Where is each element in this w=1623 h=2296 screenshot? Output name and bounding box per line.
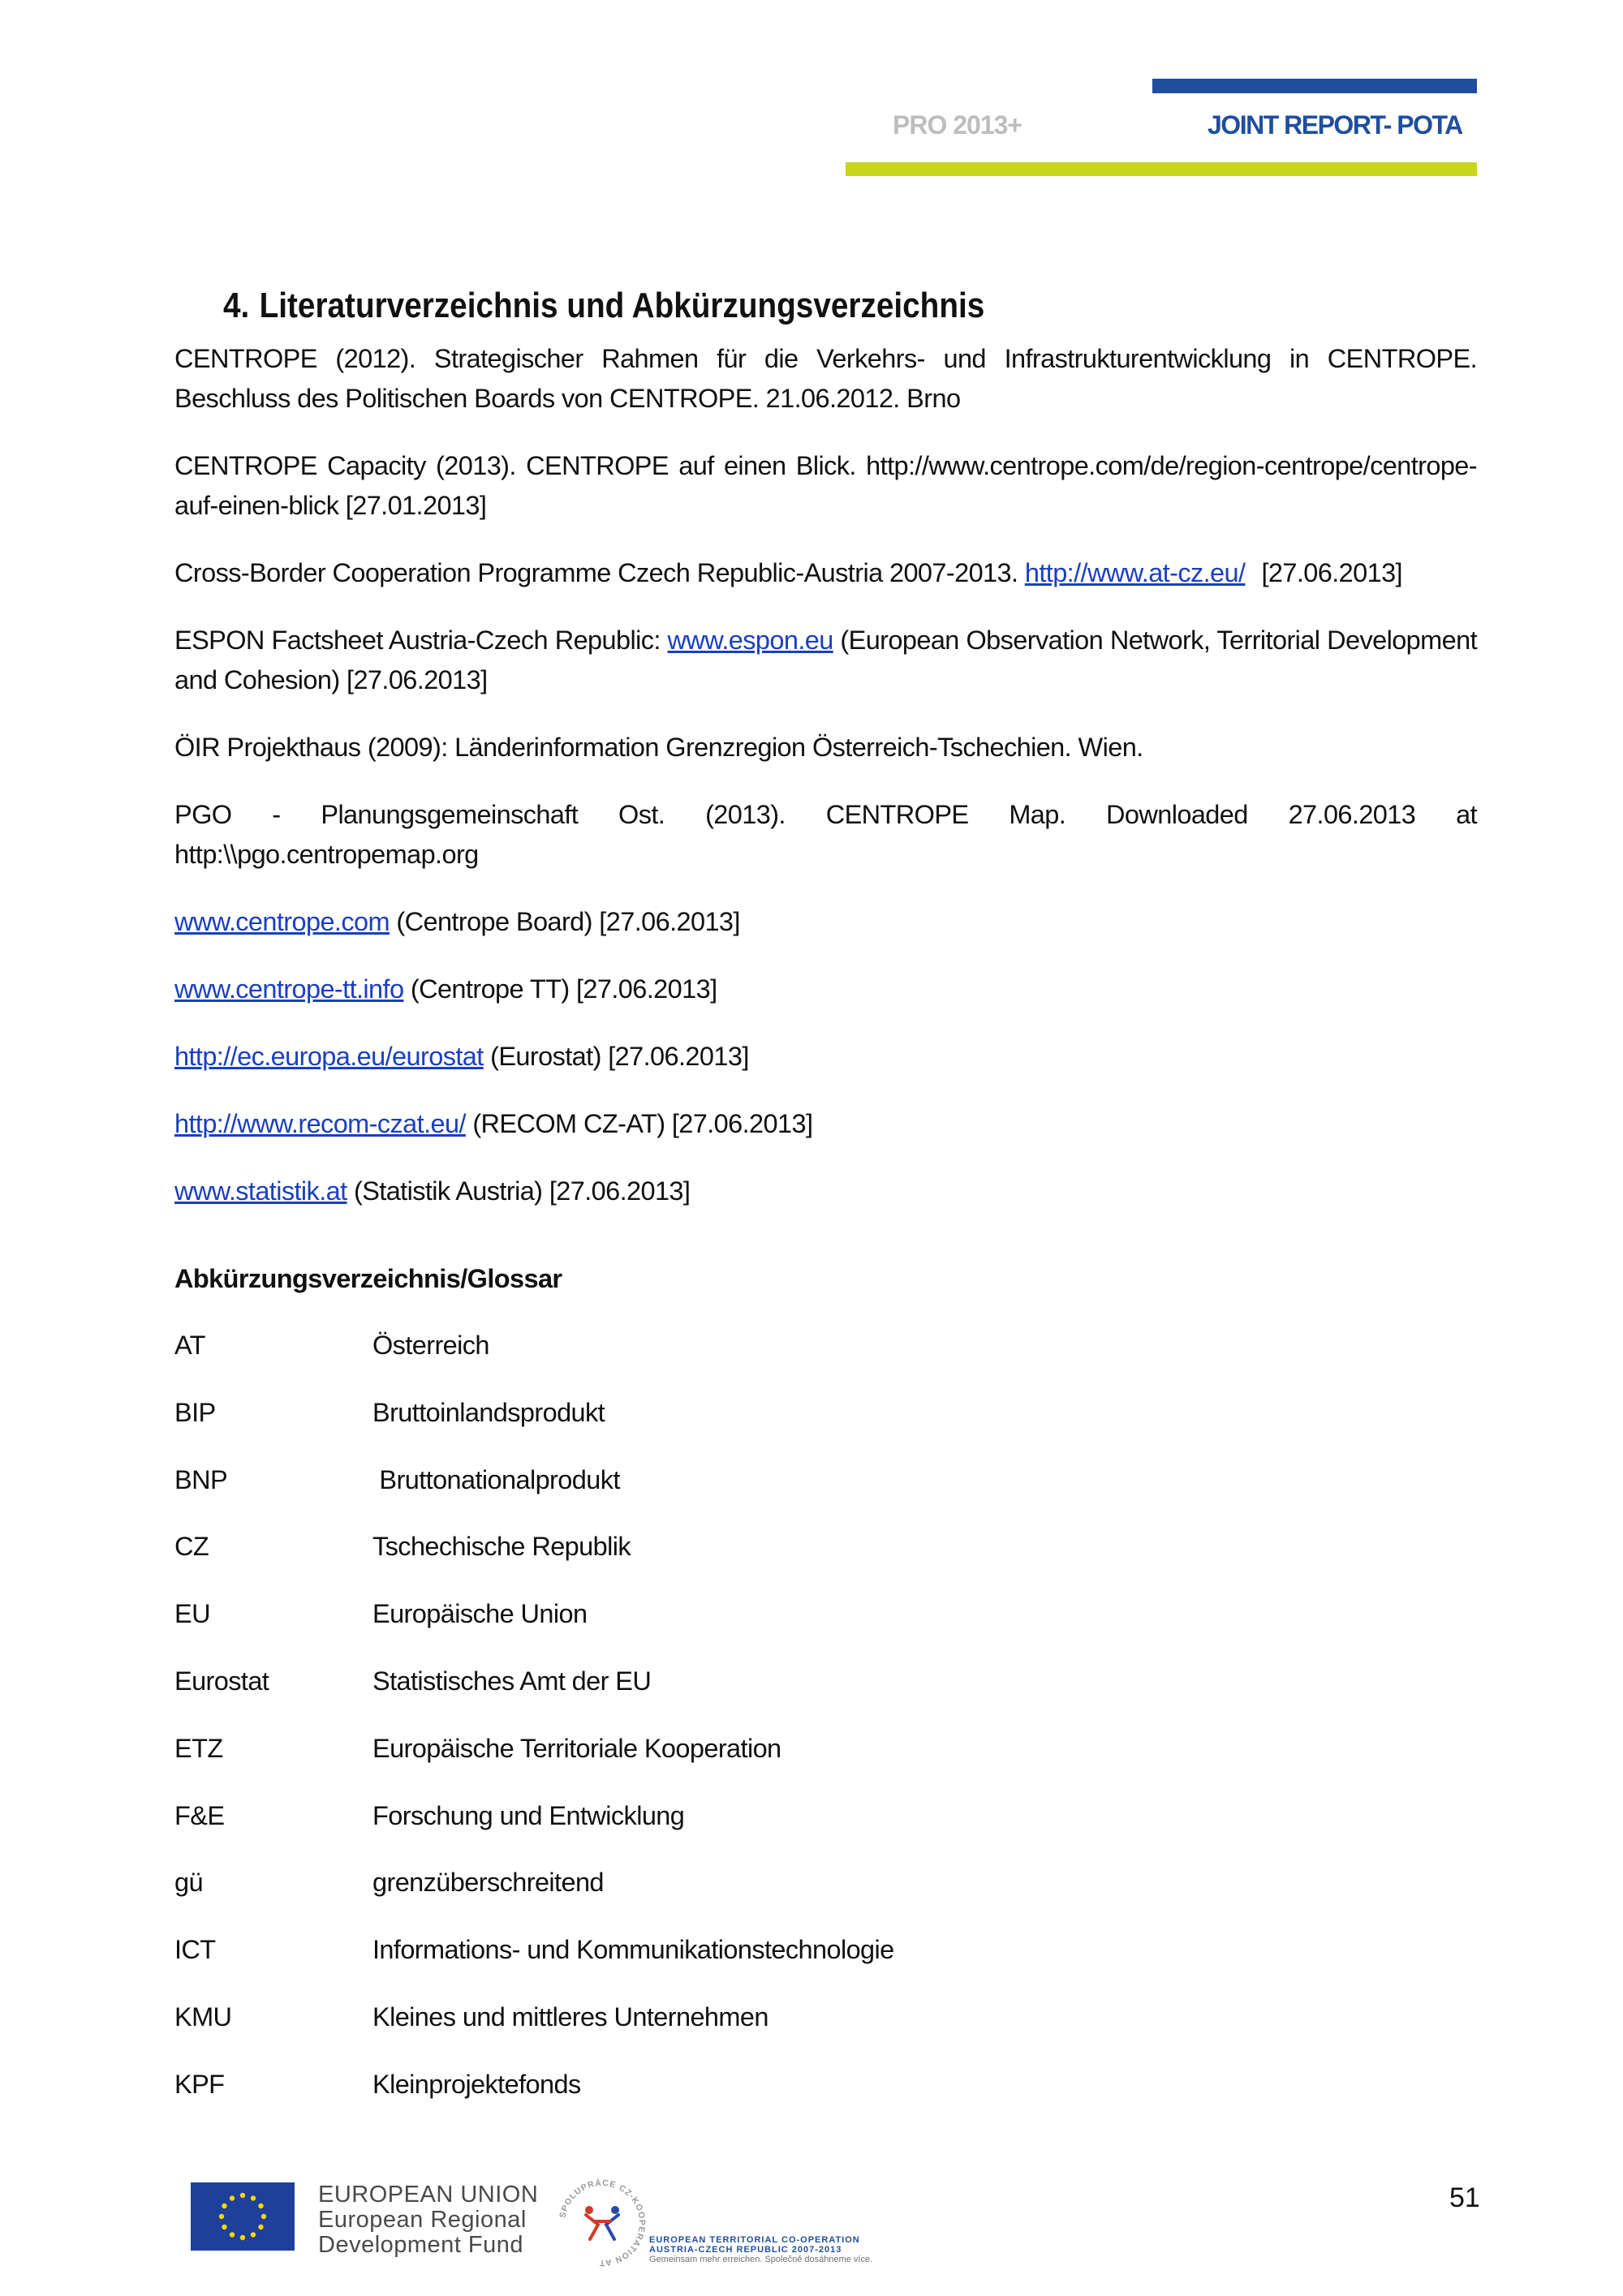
reference-item: ESPON Factsheet Austria-Czech Republic: www.espon.eu (European Observation Network, Territorial Development and Cohesion) [27.06.2013]	[174, 626, 1477, 694]
glossary-desc: Bruttoinlandsprodukt	[372, 1397, 605, 1427]
glossary-row	[174, 1801, 1148, 1868]
reference-item: ÖIR Projekthaus (2009): Länderinformation Grenzregion Österreich-Tschechien. Wien.	[174, 733, 1143, 762]
reference-link[interactable]: www.espon.eu	[667, 626, 833, 655]
section-heading	[223, 286, 984, 326]
reference-link[interactable]: http://ec.europa.eu/eurostat	[174, 1042, 484, 1071]
reference-link[interactable]: http://www.recom-czat.eu/	[174, 1109, 466, 1138]
header-blue-bar	[1152, 79, 1477, 93]
glossary-row	[174, 2070, 1148, 2137]
reference-link[interactable]: http://www.at-cz.eu/	[1024, 558, 1246, 587]
reference-link[interactable]: www.centrope.com	[174, 907, 390, 936]
glossary-desc: Bruttonationalprodukt	[372, 1464, 620, 1494]
glossary-desc: Forschung und Entwicklung	[372, 1800, 685, 1830]
reference-item: http://ec.europa.eu/eurostat (Eurostat) [27.06.2013]	[174, 1042, 749, 1071]
glossary-desc: Statistisches Amt der EU	[372, 1666, 652, 1696]
glossary-desc: Kleines und mittleres Unternehmen	[372, 2001, 768, 2032]
glossary-row	[174, 1599, 1148, 1666]
glossary-abbr: AT	[174, 1331, 205, 1360]
section-title: Literaturverzeichnis und Abkürzungsverzeichnis	[259, 286, 985, 325]
header-lime-bar	[846, 162, 1477, 176]
glossary-desc: Europäische Territoriale Kooperation	[372, 1733, 781, 1763]
glossary-desc: Europäische Union	[372, 1599, 588, 1629]
glossary-abbr: KMU	[174, 2001, 232, 2032]
header-left-label: PRO 2013+	[893, 110, 1022, 140]
glossary-abbr: F&E	[174, 1800, 225, 1830]
glossary-abbr: ETZ	[174, 1733, 223, 1763]
glossary-row	[174, 1465, 1148, 1533]
glossary-row	[174, 2002, 1148, 2070]
glossary-abbr: gü	[174, 1868, 203, 1898]
coop-ring-text: SPOLUPRÁCE CZ-KOOPERATION AT	[558, 2178, 648, 2268]
glossary-abbr: ICT	[174, 1935, 216, 1965]
reference-list	[174, 339, 1477, 1239]
cooperation-logo-icon	[553, 2174, 651, 2272]
glossary-desc: Kleinprojektefonds	[372, 2069, 581, 2099]
glossary-row	[174, 1935, 1148, 2002]
glossary-desc: grenzüberschreitend	[372, 1868, 604, 1898]
reference-item: CENTROPE (2012). Strategischer Rahmen für die Verkehrs- und Infrastrukturentwicklung in CENTROPE. Beschluss des Politischen Boards von CENTROPE. 21.06.2012. Brno	[174, 344, 1477, 413]
reference-item: PGO - Planungsgemeinschaft Ost. (2013). CENTROPE Map. Downloaded 27.06.2013 at http:\\pgo.centropemap.org	[174, 800, 1477, 869]
glossary-abbr: CZ	[174, 1532, 209, 1562]
eu-flag-icon	[191, 2182, 295, 2251]
reference-item: Cross-Border Cooperation Programme Czech Republic-Austria 2007-2013. http://www.at-cz.eu/ [27.06.2013]	[174, 558, 1402, 587]
glossary-desc: Tschechische Republik	[372, 1532, 631, 1562]
eu-fund-label: EUROPEAN UNION European Regional Development Fund	[318, 2182, 539, 2258]
reference-item: www.centrope.com (Centrope Board) [27.06.2013]	[174, 907, 740, 936]
section-number: 4.	[223, 286, 250, 325]
glossary-desc: Österreich	[372, 1331, 489, 1360]
glossary-list	[174, 1331, 1148, 2137]
reference-link[interactable]: www.centrope-tt.info	[174, 974, 404, 1004]
reference-item: CENTROPE Capacity (2013). CENTROPE auf einen Blick. http://www.centrope.com/de/region-centrope/centrope-auf-einen-blick [27.01.2013]	[174, 451, 1477, 520]
reference-item: www.centrope-tt.info (Centrope TT) [27.06.2013]	[174, 974, 717, 1004]
glossary-abbr: Eurostat	[174, 1666, 269, 1696]
glossary-abbr: KPF	[174, 2069, 225, 2099]
glossary-title: Abkürzungsverzeichnis/Glossar	[174, 1264, 562, 1293]
page-number: 51	[1449, 2182, 1480, 2213]
glossary-row	[174, 1734, 1148, 1801]
glossary-abbr: BNP	[174, 1464, 228, 1494]
header-right-label: JOINT REPORT- POTA	[1208, 110, 1462, 140]
reference-item: www.statistik.at (Statistik Austria) [27.06.2013]	[174, 1176, 691, 1206]
glossary-abbr: BIP	[174, 1397, 216, 1427]
glossary-row	[174, 1532, 1148, 1599]
glossary-desc: Informations- und Kommunikationstechnologie	[372, 1935, 894, 1965]
glossary-row	[174, 1666, 1148, 1734]
glossary-abbr: EU	[174, 1599, 210, 1629]
reference-link[interactable]: www.statistik.at	[174, 1176, 347, 1206]
glossary-row	[174, 1868, 1148, 1935]
glossary-row	[174, 1398, 1148, 1465]
reference-item: http://www.recom-czat.eu/ (RECOM CZ-AT) [27.06.2013]	[174, 1109, 813, 1138]
glossary-row	[174, 1331, 1148, 1398]
etc-label: EUROPEAN TERRITORIAL CO-OPERATION AUSTRIA-CZECH REPUBLIC 2007-2013 Gemeinsam mehr erreichen. Společně dosáhneme více.	[649, 2235, 873, 2264]
